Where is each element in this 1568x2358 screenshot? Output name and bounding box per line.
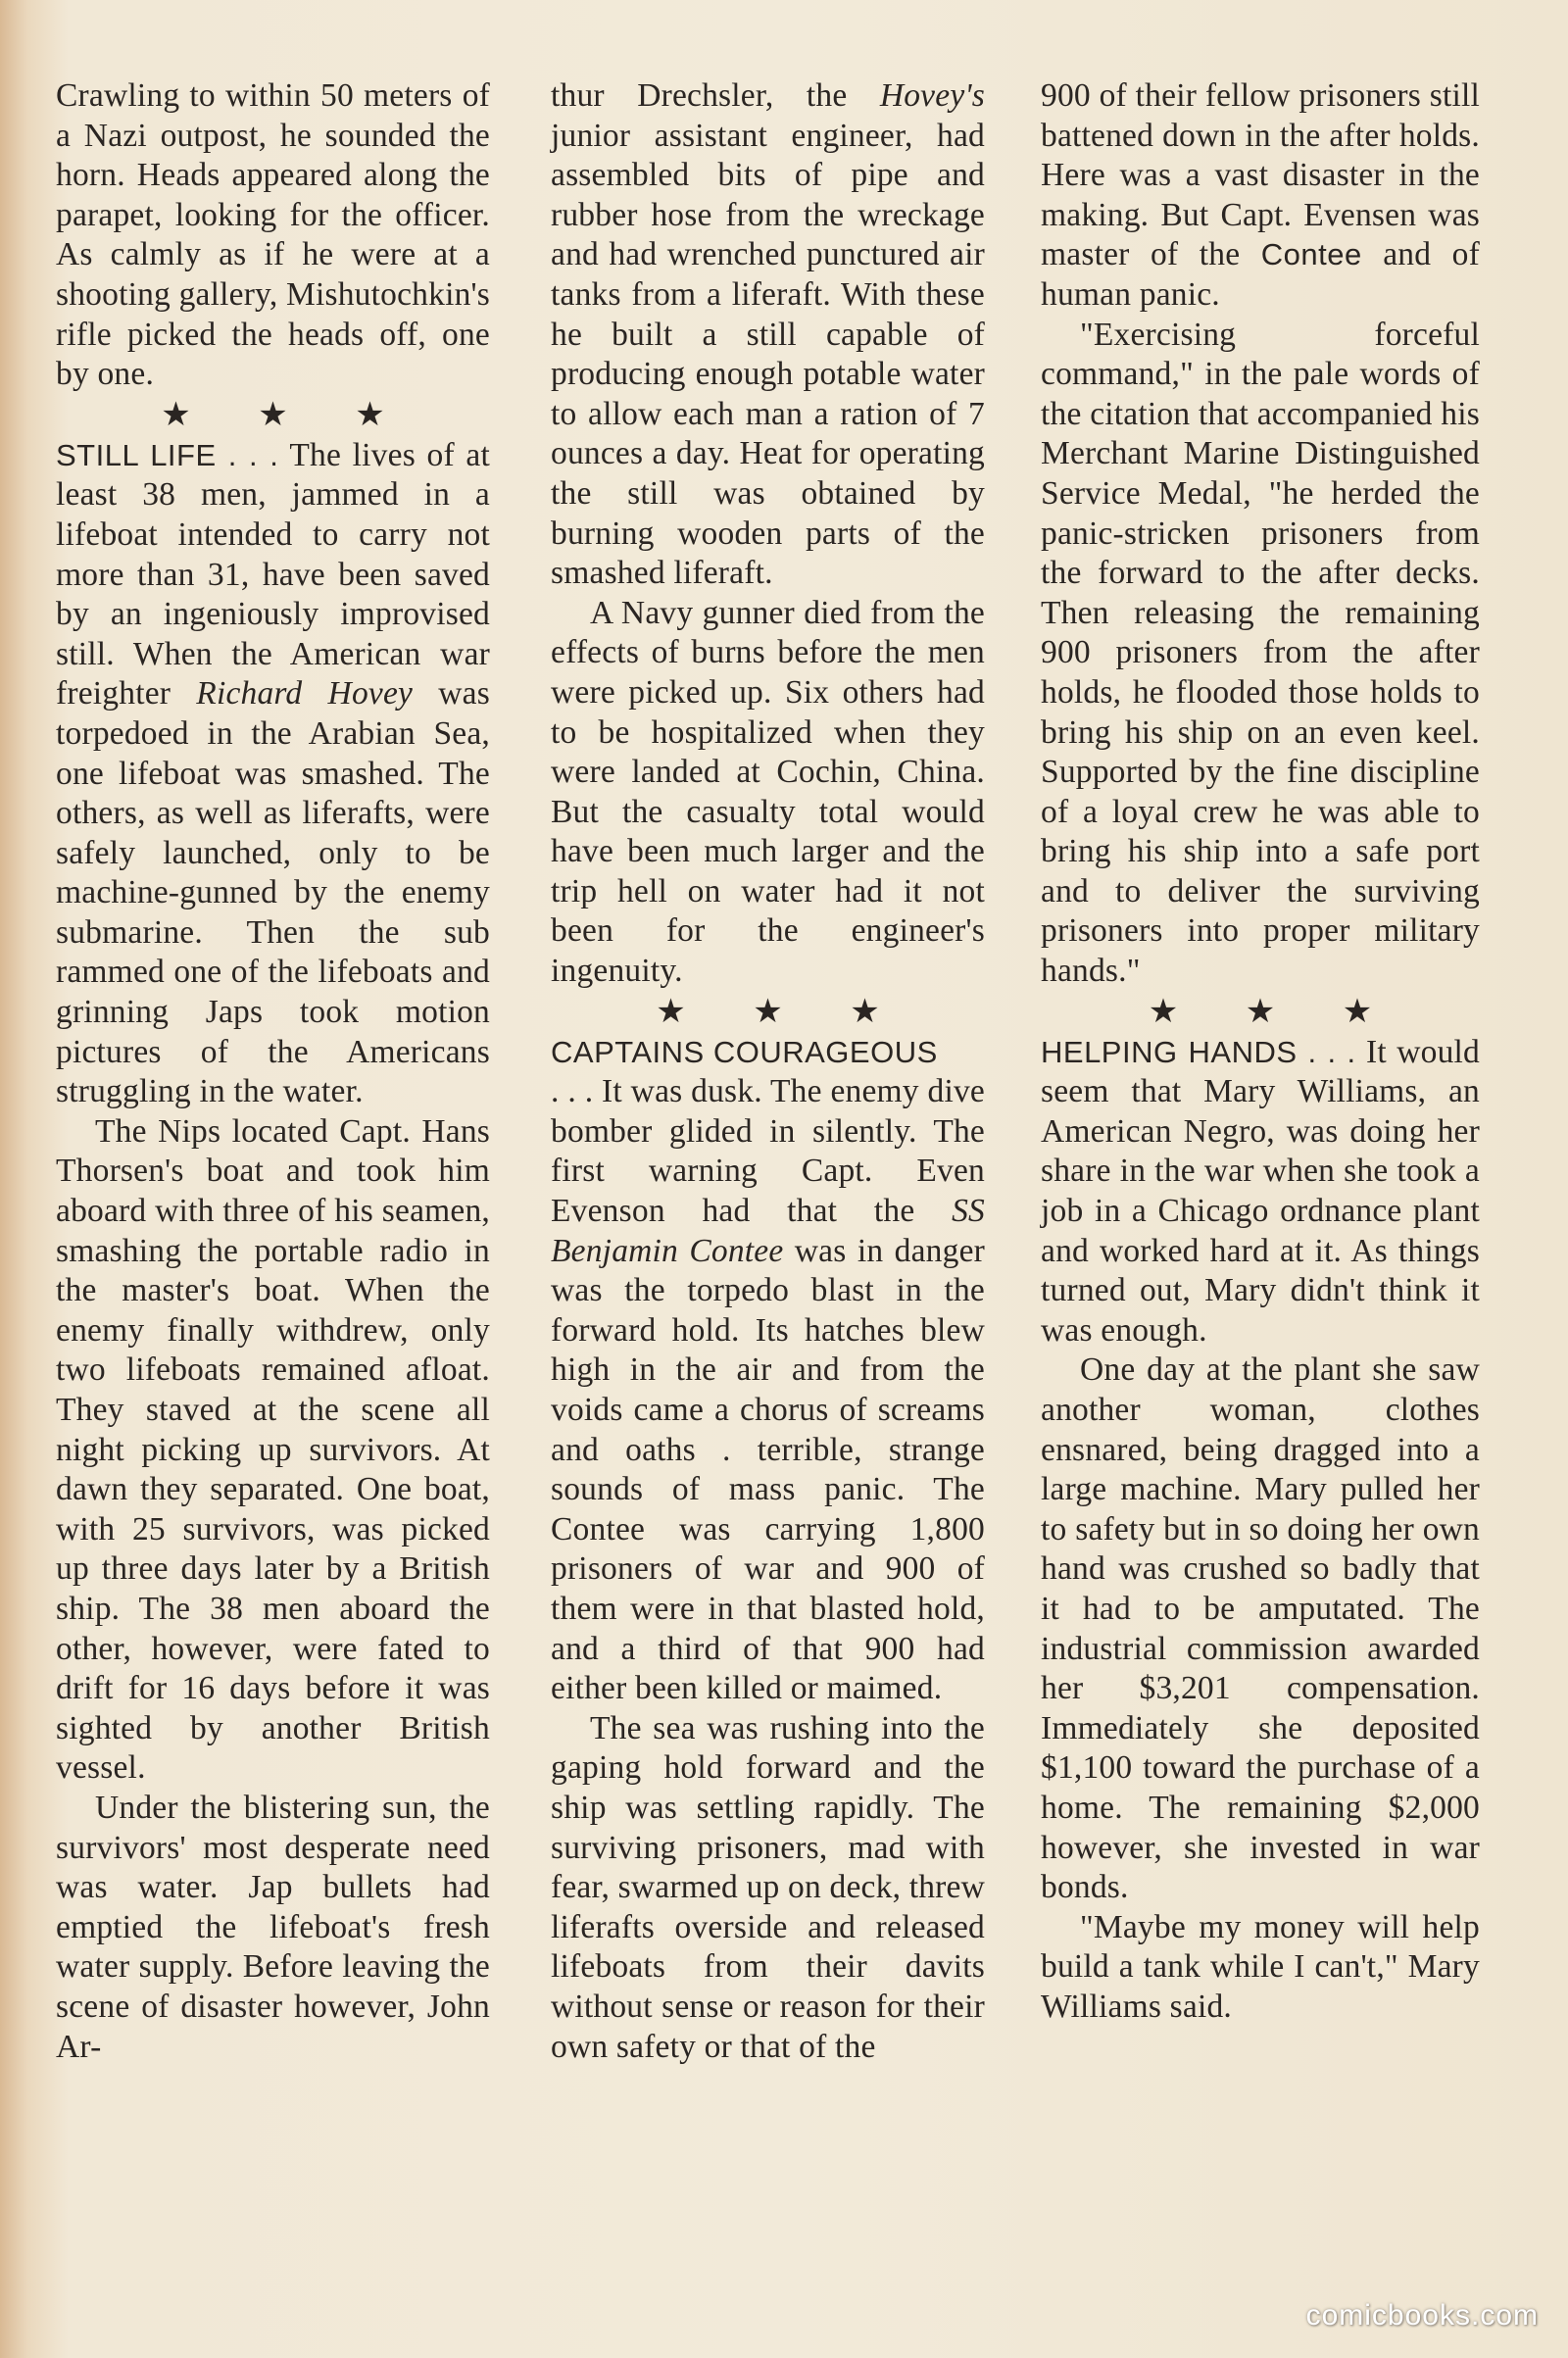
section-heading-captains-courageous: CAPTAINS COURAGEOUS — [551, 1034, 938, 1069]
column-2 — [551, 76, 985, 2067]
paragraph — [56, 436, 490, 1112]
paragraph — [551, 1072, 985, 1709]
text-run: thur Drechsler, the — [551, 77, 880, 114]
text-run: 900 of their fellow prisoners still battened down in the after holds. Here was a vast disaster in the making. But Capt. Evensen was master of the — [1041, 77, 1480, 273]
text-run: . . . It was dusk. The enemy dive bomber glided in silently. The first warning Capt. Even Evenson had that the — [551, 1073, 985, 1230]
paragraph — [1041, 1033, 1480, 1351]
text-run: The lives of at least 38 men, jammed in a lifeboat intended to carry not more than 31, have been saved by an ingeniously improvised still. When the American war freighter — [56, 436, 490, 712]
paragraph: One day at the plant she saw another woman, clothes ensnared, being dragged into a large machine. Mary pulled her to safety but in so doing her own hand was crushed so badly that it had to be amputated. The industrial commission awarded her $3,201 compensation. Immediately she deposited $1,100 toward the purchase of a home. The remaining $2,000 however, she invested in war bonds. — [1041, 1351, 1480, 1906]
watermark: comicbooks.com — [1305, 2299, 1539, 2332]
section-heading-helping-hands: HELPING HANDS . . . — [1041, 1034, 1356, 1069]
paragraph: "Maybe my money will help build a tank while I can't," Mary Williams said. — [1041, 1908, 1480, 2025]
paragraph: Crawling to within 50 meters of a Nazi outpost, he sounded the horn. Heads appeared along the parapet, looking for the officer. As calmly as if he were at a shooting gallery, Mishutochkin's rifle picked the heads off, one by one. — [56, 77, 490, 393]
paragraph — [551, 76, 985, 594]
text-run: was torpedoed in the Arabian Sea, one lifeboat was smashed. The others, as well as liferafts, were safely launched, only to be machine-gunned by the enemy submarine. Then the sub rammed one of the lifeboats and grinning Japs took motion pictures of the Americans struggling in the water. — [56, 675, 490, 1110]
text-run: and of human panic. — [1041, 236, 1480, 313]
ship-name: Contee — [1260, 237, 1362, 272]
paragraph: The Nips located Capt. Hans Thorsen's boat and took him aboard with three of his seamen, smashing the portable radio in the master's boat. When the enemy finally withdrew, only two lifeboats remained afloat. They staved at the scene all night picking up survivors. At dawn they separated. One boat, with 25 survivors, was picked up three days later by a British ship. The 38 men aboard the other, however, were fated to drift for 16 days before it was sighted by another British vessel. — [56, 1112, 490, 1787]
text-run: junior assistant engineer, had assembled bits of pipe and rubber hose from the wreckage and had wrenched punctured air tanks from a liferaft. With these he built a still capable of producing enough potable water to allow each man a ration of 7 ounces a day. Heat for operating the still was obtained by burning wooden parts of the smashed liferaft. — [551, 117, 985, 592]
ship-name: SS Benjamin Contee — [551, 1193, 985, 1269]
column-3 — [1041, 76, 1480, 2028]
section-divider-stars: ★ ★ ★ — [1148, 993, 1402, 1030]
text-run: was in danger was the torpedo blast in the forward hold. Its hatches blew high in the air and from the voids came a chorus of screams and oaths . terrible, strange sounds of mass panic. The Contee was carrying 1,800 prisoners of war and 900 of them were in that blasted hold, and a third of that 900 had either been killed or maimed. — [551, 1232, 985, 1707]
text-run: It would seem that Mary Williams, an American Negro, was doing her share in the war when she took a job in a Chicago ordnance plant and worked hard at it. As things turned out, Mary didn't think it was enough. — [1041, 1033, 1480, 1349]
paragraph: "Exercising forceful command," in the pale words of the citation that accompanied his Merchant Marine Distinguished Service Medal, "he herded the panic-stricken prisoners from the forward to the after decks. Then releasing the remaining 900 prisoners from the after holds, he flooded those holds to bring his ship on an even keel. Supported by the fine discipline of a loyal crew he was able to bring his ship into a safe port and to deliver the surviving prisoners into proper military hands." — [1041, 316, 1480, 990]
paragraph: The sea was rushing into the gaping hold forward and the ship was settling rapidly. The surviving prisoners, mad with fear, swarmed up on deck, threw liferafts overside and released lifeboats from their davits without sense or reason for their own safety or that of the — [551, 1709, 985, 2065]
section-divider-stars: ★ ★ ★ — [656, 993, 909, 1030]
paragraph — [1041, 76, 1480, 316]
paragraph: A Navy gunner died from the effects of burns before the men were picked up. Six others had to be hospitalized when they were landed at Cochin, China. But the casualty total would have been much larger and the trip hell on water had it not been for the engineer's ingenuity. — [551, 594, 985, 990]
paragraph: Under the blistering sun, the survivors' most desperate need was water. Jap bullets had emptied the lifeboat's fresh water supply. Before leaving the scene of disaster however, John Ar- — [56, 1789, 490, 2065]
ship-name: Richard Hovey — [196, 675, 414, 712]
column-1 — [56, 76, 490, 2067]
section-divider-stars: ★ ★ ★ — [161, 396, 415, 433]
section-heading-still-life: STILL LIFE . . . — [56, 437, 279, 472]
ship-name: Hovey's — [879, 77, 985, 114]
